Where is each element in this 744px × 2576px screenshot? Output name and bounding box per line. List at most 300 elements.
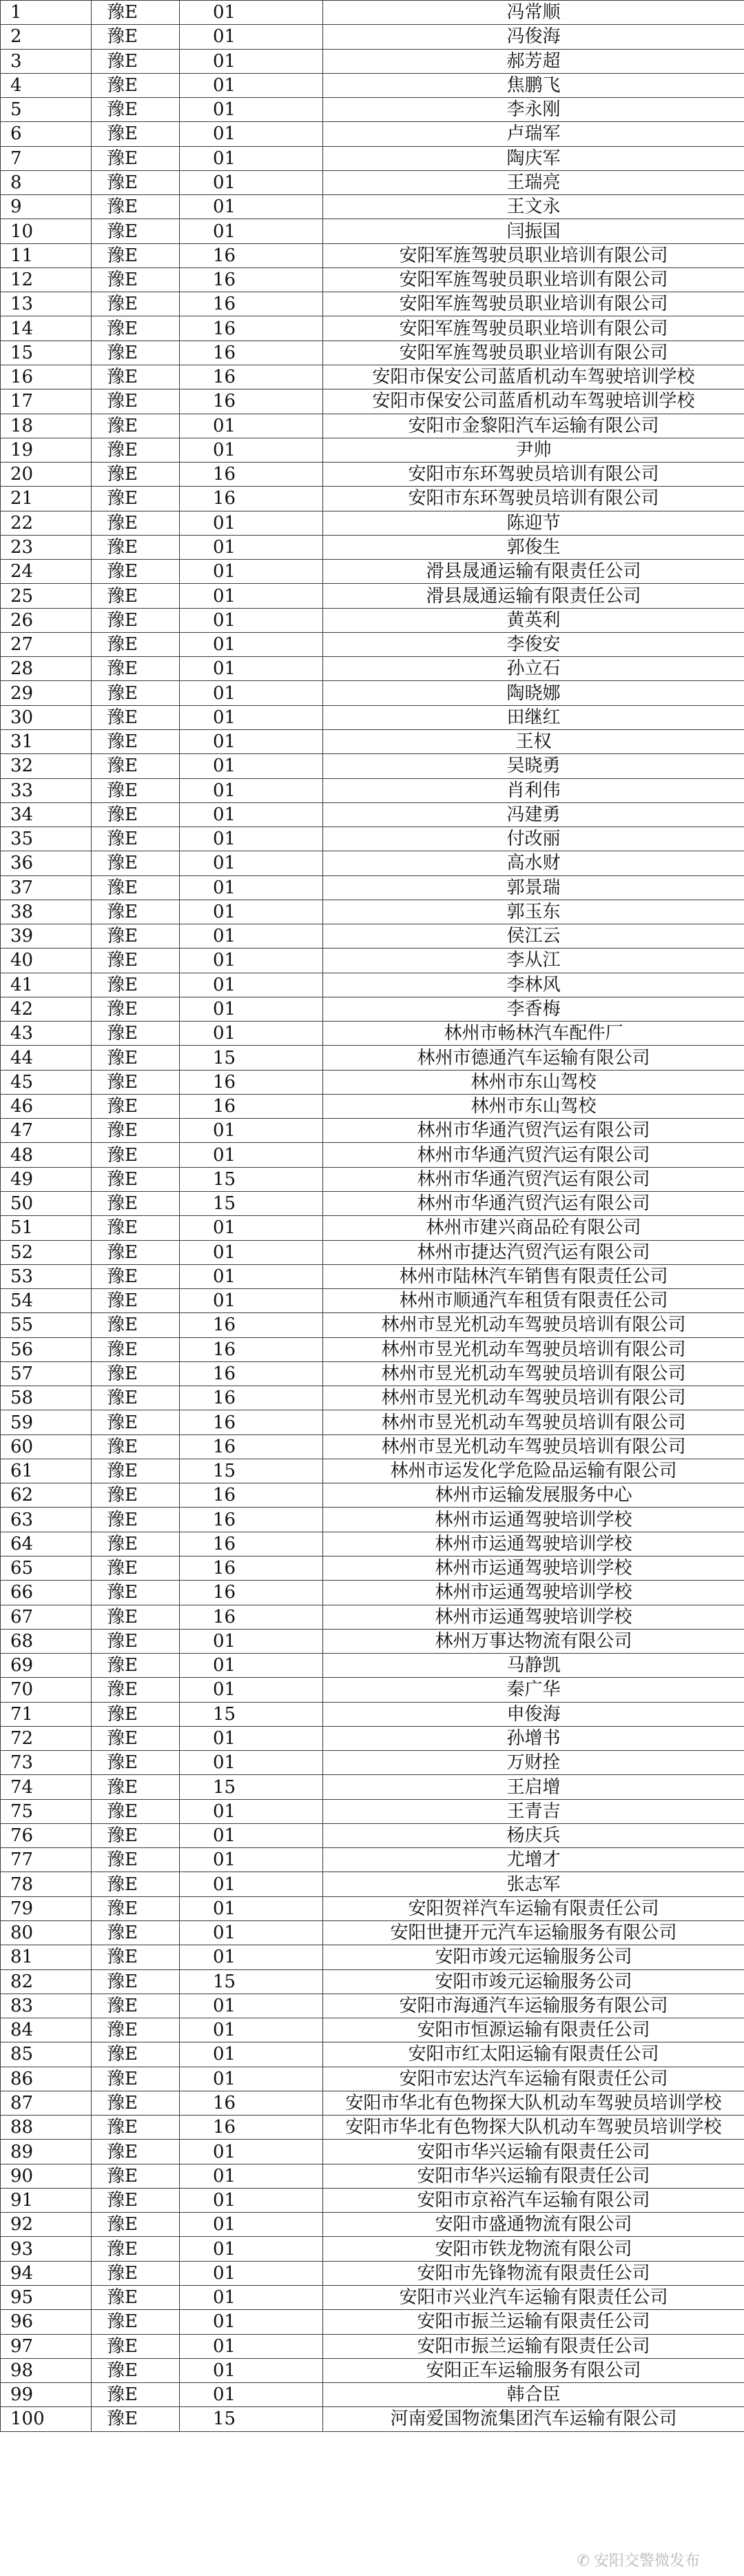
plate-prefix: 豫E: [92, 1143, 180, 1167]
table-row: [1, 1022, 744, 1046]
row-number: 50: [1, 1192, 92, 1216]
vehicle-type-code: 01: [180, 1823, 323, 1847]
row-number: 12: [1, 267, 92, 292]
table-row: [1, 632, 744, 656]
row-number: 54: [1, 1289, 92, 1313]
plate-prefix: 豫E: [92, 2334, 180, 2358]
vehicle-type-code: 01: [180, 2285, 323, 2309]
vehicle-type-code: 01: [180, 438, 323, 462]
table-row: [1, 414, 744, 438]
owner-name: 杨庆兵: [323, 1823, 744, 1847]
vehicle-type-code: 01: [180, 584, 323, 608]
vehicle-type-code: 01: [180, 681, 323, 705]
owner-name: 安阳市振兰运输有限责任公司: [323, 2334, 744, 2358]
owner-name: 安阳军旌驾驶员职业培训有限公司: [323, 316, 744, 341]
row-number: 88: [1, 2116, 92, 2140]
vehicle-type-code: 01: [180, 1896, 323, 1920]
row-number: 33: [1, 778, 92, 802]
owner-name: 林州市运通驾驶培训学校: [323, 1508, 744, 1532]
table-row: [1, 754, 744, 778]
owner-name: 林州市昱光机动车驾驶员培训有限公司: [323, 1313, 744, 1337]
row-number: 60: [1, 1434, 92, 1459]
owner-name: 王文永: [323, 195, 744, 219]
table-row: [1, 1920, 744, 1945]
owner-name: 郝芳超: [323, 49, 744, 73]
vehicle-type-code: 16: [180, 267, 323, 292]
plate-prefix: 豫E: [92, 122, 180, 146]
row-number: 19: [1, 438, 92, 462]
row-number: 30: [1, 705, 92, 729]
row-number: 99: [1, 2383, 92, 2407]
owner-name: 卢瑞军: [323, 122, 744, 146]
plate-prefix: 豫E: [92, 1920, 180, 1945]
vehicle-type-code: 01: [180, 2310, 323, 2334]
row-number: 65: [1, 1556, 92, 1581]
table-row: [1, 243, 744, 267]
table-row: [1, 2042, 744, 2067]
owner-name: 林州万事达物流有限公司: [323, 1629, 744, 1653]
plate-prefix: 豫E: [92, 2091, 180, 2115]
table-row: [1, 1119, 744, 1143]
row-number: 87: [1, 2091, 92, 2115]
owner-name: 安阳市海通汽车运输服务有限公司: [323, 1994, 744, 2018]
owner-name: 林州市昱光机动车驾驶员培训有限公司: [323, 1434, 744, 1459]
row-number: 24: [1, 560, 92, 584]
row-number: 74: [1, 1775, 92, 1799]
table-row: [1, 316, 744, 341]
owner-name: 安阳市华北有色物探大队机动车驾驶员培训学校: [323, 2116, 744, 2140]
vehicle-type-code: 01: [180, 949, 323, 973]
vehicle-type-code: 16: [180, 2116, 323, 2140]
table-row: [1, 1240, 744, 1264]
table-row: [1, 1945, 744, 1969]
table-row: [1, 997, 744, 1021]
owner-name: 安阳市东环驾驶员培训有限公司: [323, 487, 744, 511]
owner-name: 林州市建兴商品砼有限公司: [323, 1216, 744, 1240]
table-row: [1, 560, 744, 584]
table-row: [1, 1143, 744, 1167]
owner-name: 林州市运通驾驶培训学校: [323, 1605, 744, 1629]
owner-name: 安阳市竣元运输服务公司: [323, 1945, 744, 1969]
vehicle-type-code: 16: [180, 1337, 323, 1361]
owner-name: 高水财: [323, 851, 744, 875]
owner-name: 林州市华通汽贸汽运有限公司: [323, 1119, 744, 1143]
plate-prefix: 豫E: [92, 973, 180, 997]
row-number: 11: [1, 243, 92, 267]
vehicle-type-code: 16: [180, 1434, 323, 1459]
plate-prefix: 豫E: [92, 219, 180, 243]
row-number: 91: [1, 2188, 92, 2212]
vehicle-type-code: 01: [180, 875, 323, 900]
owner-name: 安阳市华兴运输有限责任公司: [323, 2140, 744, 2164]
table-row: [1, 1654, 744, 1678]
table-row: [1, 1410, 744, 1434]
vehicle-type-code: 01: [180, 1022, 323, 1046]
table-row: [1, 1216, 744, 1240]
owner-name: 王青吉: [323, 1799, 744, 1823]
row-number: 80: [1, 1920, 92, 1945]
plate-prefix: 豫E: [92, 1386, 180, 1410]
vehicle-type-code: 01: [180, 1654, 323, 1678]
row-number: 48: [1, 1143, 92, 1167]
row-number: 2: [1, 25, 92, 49]
table-row: [1, 487, 744, 511]
row-number: 15: [1, 341, 92, 365]
vehicle-type-code: 01: [180, 802, 323, 826]
row-number: 71: [1, 1702, 92, 1726]
row-number: 28: [1, 657, 92, 681]
owner-name: 安阳市宏达汽车运输有限责任公司: [323, 2067, 744, 2091]
owner-name: 郭玉东: [323, 900, 744, 924]
plate-prefix: 豫E: [92, 2285, 180, 2309]
table-row: [1, 1459, 744, 1483]
row-number: 46: [1, 1094, 92, 1118]
owner-name: 林州市华通汽贸汽运有限公司: [323, 1192, 744, 1216]
vehicle-type-code: 01: [180, 778, 323, 802]
owner-name: 林州市东山驾校: [323, 1094, 744, 1118]
row-number: 52: [1, 1240, 92, 1264]
row-number: 45: [1, 1070, 92, 1094]
plate-prefix: 豫E: [92, 1702, 180, 1726]
owner-name: 安阳市保安公司蓝盾机动车驾驶培训学校: [323, 365, 744, 389]
vehicle-type-code: 01: [180, 1799, 323, 1823]
table-row: [1, 1799, 744, 1823]
table-row: [1, 1264, 744, 1288]
vehicle-type-code: 16: [180, 1605, 323, 1629]
table-row: [1, 681, 744, 705]
vehicle-type-code: 01: [180, 2213, 323, 2237]
owner-name: 滑县晟通运输有限责任公司: [323, 584, 744, 608]
vehicle-type-code: 16: [180, 463, 323, 487]
plate-prefix: 豫E: [92, 1216, 180, 1240]
owner-name: 吴晓勇: [323, 754, 744, 778]
row-number: 73: [1, 1751, 92, 1775]
plate-prefix: 豫E: [92, 1410, 180, 1434]
owner-name: 孙增书: [323, 1726, 744, 1750]
owner-name: 尤增才: [323, 1848, 744, 1872]
plate-prefix: 豫E: [92, 1896, 180, 1920]
row-number: 58: [1, 1386, 92, 1410]
plate-prefix: 豫E: [92, 1556, 180, 1581]
owner-name: 林州市顺通汽车租赁有限责任公司: [323, 1289, 744, 1313]
row-number: 79: [1, 1896, 92, 1920]
row-number: 96: [1, 2310, 92, 2334]
vehicle-type-code: 01: [180, 511, 323, 535]
plate-prefix: 豫E: [92, 1046, 180, 1070]
vehicle-type-code: 01: [180, 1119, 323, 1143]
owner-name: 王权: [323, 729, 744, 753]
plate-prefix: 豫E: [92, 389, 180, 414]
owner-name: 陶晓娜: [323, 681, 744, 705]
vehicle-type-code: 01: [180, 414, 323, 438]
table-row: [1, 341, 744, 365]
vehicle-type-code: 01: [180, 2237, 323, 2261]
vehicle-type-code: 01: [180, 219, 323, 243]
plate-prefix: 豫E: [92, 1070, 180, 1094]
table-row: [1, 1823, 744, 1847]
row-number: 81: [1, 1945, 92, 1969]
owner-name: 林州市运通驾驶培训学校: [323, 1581, 744, 1605]
owner-name: 冯建勇: [323, 802, 744, 826]
vehicle-type-code: 01: [180, 2188, 323, 2212]
plate-prefix: 豫E: [92, 1629, 180, 1653]
table-row: [1, 1629, 744, 1653]
row-number: 36: [1, 851, 92, 875]
row-number: 76: [1, 1823, 92, 1847]
owner-name: 安阳市铁龙物流有限公司: [323, 2237, 744, 2261]
vehicle-type-code: 01: [180, 1143, 323, 1167]
table-row: [1, 267, 744, 292]
row-number: 90: [1, 2164, 92, 2188]
table-row: [1, 170, 744, 194]
table-row: [1, 1094, 744, 1118]
vehicle-type-code: 15: [180, 1459, 323, 1483]
plate-prefix: 豫E: [92, 900, 180, 924]
owner-name: 秦广华: [323, 1678, 744, 1702]
row-number: 5: [1, 98, 92, 122]
table-row: [1, 2116, 744, 2140]
vehicle-type-code: 01: [180, 122, 323, 146]
plate-prefix: 豫E: [92, 1264, 180, 1288]
owner-name: 李永刚: [323, 98, 744, 122]
owner-name: 陈迎节: [323, 511, 744, 535]
table-row: [1, 1726, 744, 1750]
row-number: 94: [1, 2261, 92, 2285]
table-row: [1, 2067, 744, 2091]
table-row: [1, 1070, 744, 1094]
owner-name: 林州市德通汽车运输有限公司: [323, 1046, 744, 1070]
row-number: 68: [1, 1629, 92, 1653]
table-row: [1, 1775, 744, 1799]
vehicle-type-code: 01: [180, 2261, 323, 2285]
plate-prefix: 豫E: [92, 146, 180, 170]
table-row: [1, 827, 744, 851]
row-number: 53: [1, 1264, 92, 1288]
table-row: [1, 2310, 744, 2334]
vehicle-type-code: 01: [180, 1920, 323, 1945]
plate-prefix: 豫E: [92, 1289, 180, 1313]
plate-prefix: 豫E: [92, 729, 180, 753]
owner-name: 安阳市振兰运输有限责任公司: [323, 2310, 744, 2334]
vehicle-type-code: 01: [180, 1872, 323, 1896]
row-number: 29: [1, 681, 92, 705]
plate-prefix: 豫E: [92, 438, 180, 462]
table-row: [1, 292, 744, 316]
row-number: 69: [1, 1654, 92, 1678]
row-number: 23: [1, 535, 92, 559]
vehicle-type-code: 16: [180, 1386, 323, 1410]
row-number: 77: [1, 1848, 92, 1872]
row-number: 38: [1, 900, 92, 924]
table-row: [1, 973, 744, 997]
row-number: 56: [1, 1337, 92, 1361]
owner-name: 安阳市京裕汽车运输有限公司: [323, 2188, 744, 2212]
plate-prefix: 豫E: [92, 802, 180, 826]
plate-prefix: 豫E: [92, 1119, 180, 1143]
row-number: 37: [1, 875, 92, 900]
vehicle-type-code: 01: [180, 2383, 323, 2407]
table-row: [1, 535, 744, 559]
table-row: [1, 1192, 744, 1216]
owner-name: 万财拴: [323, 1751, 744, 1775]
owner-name: 李林风: [323, 973, 744, 997]
row-number: 64: [1, 1532, 92, 1556]
plate-prefix: 豫E: [92, 2116, 180, 2140]
row-number: 82: [1, 1969, 92, 1994]
owner-name: 马静凯: [323, 1654, 744, 1678]
row-number: 39: [1, 924, 92, 949]
owner-name: 林州市东山驾校: [323, 1070, 744, 1094]
row-number: 35: [1, 827, 92, 851]
table-row: [1, 1581, 744, 1605]
plate-prefix: 豫E: [92, 2188, 180, 2212]
vehicle-type-code: 16: [180, 1508, 323, 1532]
chat-bubble-icon: ✆: [577, 2553, 590, 2570]
plate-prefix: 豫E: [92, 1532, 180, 1556]
plate-prefix: 豫E: [92, 243, 180, 267]
plate-prefix: 豫E: [92, 1605, 180, 1629]
vehicle-type-code: 01: [180, 997, 323, 1021]
plate-prefix: 豫E: [92, 1848, 180, 1872]
row-number: 86: [1, 2067, 92, 2091]
watermark-text: 安阳交警微发布: [593, 2553, 700, 2570]
plate-prefix: 豫E: [92, 511, 180, 535]
owner-name: 林州市昱光机动车驾驶员培训有限公司: [323, 1410, 744, 1434]
table-row: [1, 1751, 744, 1775]
owner-name: 林州市昱光机动车驾驶员培训有限公司: [323, 1386, 744, 1410]
owner-name: 林州市昱光机动车驾驶员培训有限公司: [323, 1361, 744, 1386]
plate-prefix: 豫E: [92, 1581, 180, 1605]
table-row: [1, 98, 744, 122]
owner-name: 林州市运输发展服务中心: [323, 1483, 744, 1508]
owner-name: 付改丽: [323, 827, 744, 851]
plate-prefix: 豫E: [92, 681, 180, 705]
table-row: [1, 1556, 744, 1581]
owner-name: 安阳市金黎阳汽车运输有限公司: [323, 414, 744, 438]
table-row: [1, 802, 744, 826]
vehicle-type-code: 16: [180, 1313, 323, 1337]
owner-name: 安阳军旌驾驶员职业培训有限公司: [323, 341, 744, 365]
vehicle-type-code: 15: [180, 1192, 323, 1216]
owner-name: 尹帅: [323, 438, 744, 462]
table-row: [1, 2285, 744, 2309]
vehicle-type-code: 15: [180, 1046, 323, 1070]
owner-name: 孙立石: [323, 657, 744, 681]
plate-prefix: 豫E: [92, 292, 180, 316]
plate-prefix: 豫E: [92, 1726, 180, 1750]
plate-prefix: 豫E: [92, 1775, 180, 1799]
row-number: 44: [1, 1046, 92, 1070]
row-number: 22: [1, 511, 92, 535]
table-row: [1, 778, 744, 802]
row-number: 51: [1, 1216, 92, 1240]
owner-name: 安阳市恒源运输有限责任公司: [323, 2018, 744, 2042]
plate-prefix: 豫E: [92, 341, 180, 365]
plate-prefix: 豫E: [92, 267, 180, 292]
owner-name: 王瑞亮: [323, 170, 744, 194]
row-number: 20: [1, 463, 92, 487]
table-row: [1, 2407, 744, 2431]
plate-prefix: 豫E: [92, 1969, 180, 1994]
row-number: 78: [1, 1872, 92, 1896]
plate-prefix: 豫E: [92, 924, 180, 949]
table-row: [1, 1702, 744, 1726]
row-number: 25: [1, 584, 92, 608]
owner-name: 林州市捷达汽贸汽运有限公司: [323, 1240, 744, 1264]
row-number: 1: [1, 1, 92, 25]
plate-prefix: 豫E: [92, 1678, 180, 1702]
plate-prefix: 豫E: [92, 2310, 180, 2334]
vehicle-type-code: 01: [180, 632, 323, 656]
row-number: 26: [1, 608, 92, 632]
owner-name: 李俊安: [323, 632, 744, 656]
plate-prefix: 豫E: [92, 2213, 180, 2237]
row-number: 61: [1, 1459, 92, 1483]
plate-prefix: 豫E: [92, 778, 180, 802]
owner-name: 安阳军旌驾驶员职业培训有限公司: [323, 243, 744, 267]
vehicle-type-code: 16: [180, 487, 323, 511]
plate-prefix: 豫E: [92, 316, 180, 341]
table-row: [1, 900, 744, 924]
row-number: 4: [1, 73, 92, 97]
row-number: 95: [1, 2285, 92, 2309]
plate-prefix: 豫E: [92, 365, 180, 389]
row-number: 49: [1, 1167, 92, 1191]
row-number: 10: [1, 219, 92, 243]
table-row: [1, 1483, 744, 1508]
plate-prefix: 豫E: [92, 1799, 180, 1823]
plate-prefix: 豫E: [92, 875, 180, 900]
plate-prefix: 豫E: [92, 98, 180, 122]
table-row: [1, 1994, 744, 2018]
table-row: [1, 2213, 744, 2237]
row-number: 59: [1, 1410, 92, 1434]
plate-prefix: 豫E: [92, 1459, 180, 1483]
plate-prefix: 豫E: [92, 1313, 180, 1337]
table-row: [1, 584, 744, 608]
table-row: [1, 49, 744, 73]
table-row: [1, 511, 744, 535]
plate-prefix: 豫E: [92, 1945, 180, 1969]
table-row: [1, 1434, 744, 1459]
vehicle-type-code: 15: [180, 1702, 323, 1726]
row-number: 55: [1, 1313, 92, 1337]
row-number: 47: [1, 1119, 92, 1143]
table-row: [1, 2334, 744, 2358]
table-row: [1, 25, 744, 49]
row-number: 66: [1, 1581, 92, 1605]
row-number: 9: [1, 195, 92, 219]
owner-name: 安阳贺祥汽车运输有限责任公司: [323, 1896, 744, 1920]
vehicle-type-code: 16: [180, 316, 323, 341]
plate-prefix: 豫E: [92, 1434, 180, 1459]
table-row: [1, 1678, 744, 1702]
plate-prefix: 豫E: [92, 1167, 180, 1191]
row-number: 72: [1, 1726, 92, 1750]
owner-name: 安阳军旌驾驶员职业培训有限公司: [323, 292, 744, 316]
plate-prefix: 豫E: [92, 2358, 180, 2382]
vehicle-type-code: 16: [180, 1070, 323, 1094]
table-row: [1, 1337, 744, 1361]
owner-name: 安阳世捷开元汽车运输服务有限公司: [323, 1920, 744, 1945]
plate-prefix: 豫E: [92, 1508, 180, 1532]
owner-name: 田继红: [323, 705, 744, 729]
table-row: [1, 1896, 744, 1920]
vehicle-type-code: 16: [180, 292, 323, 316]
row-number: 40: [1, 949, 92, 973]
plate-prefix: 豫E: [92, 49, 180, 73]
plate-prefix: 豫E: [92, 1, 180, 25]
